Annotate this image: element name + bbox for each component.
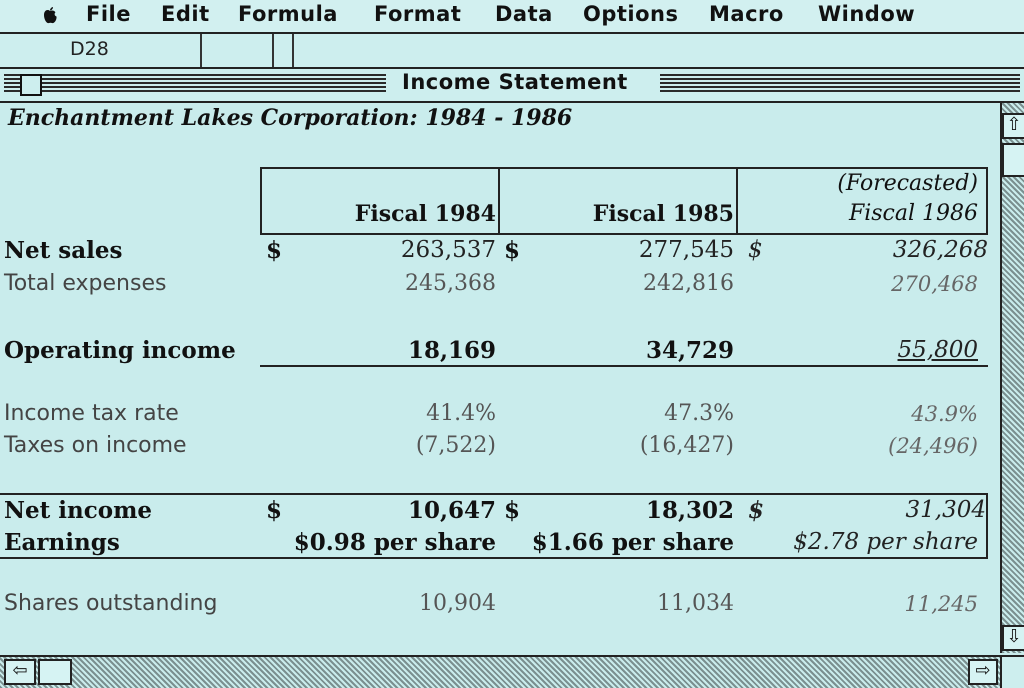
- row-label-net-sales: Net sales: [4, 237, 123, 264]
- sheet-title: Enchantment Lakes Corporation: 1984 - 1986: [8, 105, 573, 131]
- row-label-net-income: Net income: [4, 497, 153, 524]
- window-title-bar[interactable]: [0, 69, 1024, 103]
- currency-symbol: $: [504, 497, 521, 524]
- cell-income-tax-rate-1984[interactable]: 41.4%: [426, 401, 496, 426]
- currency-symbol: $: [748, 497, 765, 524]
- formula-bar-divider: [292, 34, 294, 67]
- spreadsheet-area[interactable]: [0, 103, 1000, 653]
- currency-symbol: $: [748, 237, 763, 263]
- cell-operating-income-1984[interactable]: 18,169: [407, 337, 496, 364]
- size-box-icon[interactable]: [1000, 655, 1024, 688]
- cell-shares-outstanding-1984[interactable]: 10,904: [419, 591, 496, 616]
- row-label-total-expenses: Total expenses: [4, 271, 167, 296]
- column-header-1986: Fiscal 1986: [848, 201, 978, 226]
- row-label-earnings: Earnings: [4, 529, 120, 556]
- operating-income-underline: [260, 365, 988, 367]
- header-border-bottom: [260, 233, 988, 235]
- formula-bar-divider: [272, 34, 274, 67]
- menu-window[interactable]: Window: [818, 2, 916, 26]
- cell-earnings-1985[interactable]: $1.66 per share: [531, 529, 734, 556]
- formula-input[interactable]: [300, 38, 1020, 62]
- scroll-up-arrow-icon[interactable]: ⇧: [1002, 113, 1024, 139]
- net-income-box-bottom: [0, 557, 988, 559]
- horizontal-scrollbar[interactable]: [0, 655, 1000, 688]
- cell-total-expenses-1986[interactable]: 270,468: [891, 272, 978, 296]
- column-header-1985: Fiscal 1985: [592, 201, 734, 227]
- cell-net-income-1986[interactable]: 31,304: [905, 497, 986, 523]
- cell-taxes-on-income-1984[interactable]: (7,522): [415, 433, 496, 458]
- cell-net-income-1984[interactable]: 10,647: [407, 497, 496, 524]
- cell-net-income-1985[interactable]: 18,302: [645, 497, 734, 524]
- cell-net-sales-1985[interactable]: 277,545: [638, 237, 734, 263]
- cell-net-sales-1986[interactable]: 326,268: [892, 237, 988, 263]
- cell-shares-outstanding-1986[interactable]: 11,245: [904, 592, 978, 616]
- currency-symbol: $: [266, 237, 283, 264]
- row-label-income-tax-rate: Income tax rate: [4, 401, 179, 426]
- header-border-left: [260, 167, 262, 235]
- header-border-top: [260, 167, 988, 169]
- header-divider: [498, 167, 500, 235]
- formula-bar-divider: [200, 34, 202, 67]
- formula-bar: [0, 34, 1024, 69]
- net-income-box-right: [986, 493, 988, 559]
- cell-earnings-1986[interactable]: $2.78 per share: [793, 529, 978, 555]
- cell-operating-income-1986[interactable]: 55,800: [897, 337, 978, 363]
- currency-symbol: $: [266, 497, 283, 524]
- cell-shares-outstanding-1985[interactable]: 11,034: [657, 591, 734, 616]
- cell-reference[interactable]: D28: [70, 38, 109, 60]
- column-header-forecast-note: (Forecasted): [837, 171, 978, 196]
- header-border-right: [986, 167, 988, 235]
- title-bar-stripes: [4, 74, 386, 94]
- cell-total-expenses-1985[interactable]: 242,816: [643, 271, 734, 296]
- scroll-down-arrow-icon[interactable]: ⇩: [1002, 625, 1024, 651]
- menu-file[interactable]: File: [86, 2, 131, 26]
- menu-edit[interactable]: Edit: [161, 2, 210, 26]
- cell-income-tax-rate-1986[interactable]: 43.9%: [911, 402, 978, 426]
- cell-operating-income-1985[interactable]: 34,729: [645, 337, 734, 364]
- row-label-shares-outstanding: Shares outstanding: [4, 591, 218, 616]
- horizontal-scroll-thumb[interactable]: [38, 659, 72, 685]
- cell-total-expenses-1984[interactable]: 245,368: [405, 271, 496, 296]
- vertical-scrollbar[interactable]: [1000, 103, 1024, 653]
- scroll-right-arrow-icon[interactable]: ⇨: [968, 659, 998, 685]
- scroll-left-arrow-icon[interactable]: ⇦: [4, 659, 36, 685]
- apple-logo-icon[interactable]: [40, 6, 60, 26]
- row-label-operating-income: Operating income: [4, 337, 236, 364]
- menu-data[interactable]: Data: [495, 2, 553, 26]
- row-label-taxes-on-income: Taxes on income: [4, 433, 187, 458]
- close-box-icon[interactable]: [20, 74, 42, 96]
- menu-options[interactable]: Options: [583, 2, 679, 26]
- cell-earnings-1984[interactable]: $0.98 per share: [293, 529, 496, 556]
- menu-bar: [0, 0, 1024, 34]
- net-income-box-top: [0, 493, 988, 495]
- vertical-scroll-thumb[interactable]: [1002, 143, 1024, 177]
- cell-taxes-on-income-1986[interactable]: (24,496): [888, 434, 978, 458]
- currency-symbol: $: [504, 237, 521, 264]
- cell-net-sales-1984[interactable]: 263,537: [400, 237, 496, 263]
- window-title: Income Statement: [392, 70, 638, 94]
- menu-format[interactable]: Format: [374, 2, 462, 26]
- menu-formula[interactable]: Formula: [238, 2, 338, 26]
- cell-income-tax-rate-1985[interactable]: 47.3%: [664, 401, 734, 426]
- header-divider: [736, 167, 738, 235]
- menu-macro[interactable]: Macro: [709, 2, 784, 26]
- title-bar-stripes: [660, 74, 1020, 94]
- cell-taxes-on-income-1985[interactable]: (16,427): [639, 433, 734, 458]
- column-header-1984: Fiscal 1984: [354, 201, 496, 227]
